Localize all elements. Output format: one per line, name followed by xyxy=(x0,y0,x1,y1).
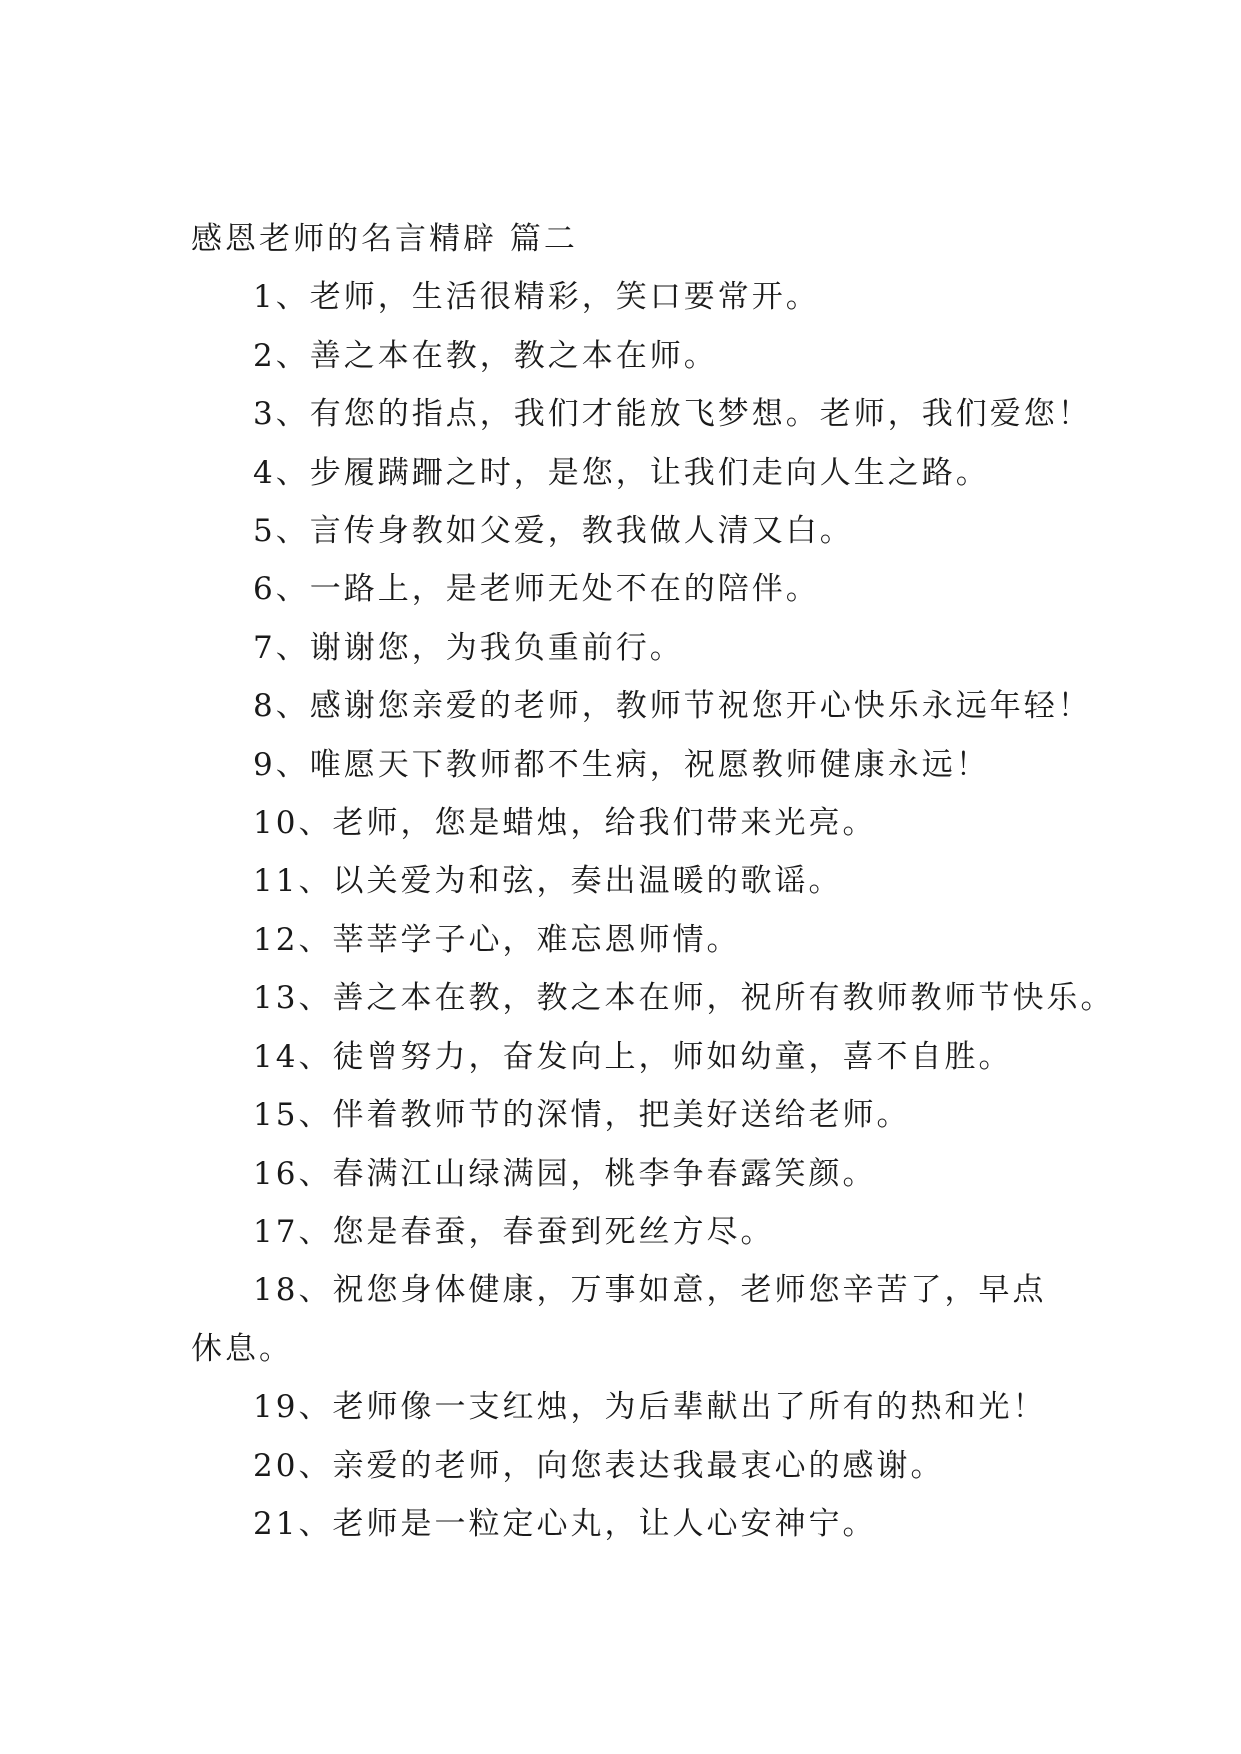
quote-item: 14、徒曾努力，奋发向上，师如幼童，喜不自胜。 xyxy=(253,1038,1013,1075)
quote-item: 20、亲爱的老师，向您表达我最衷心的感谢。 xyxy=(253,1447,945,1484)
quote-item: 4、步履蹒跚之时，是您，让我们走向人生之路。 xyxy=(253,454,990,491)
quote-item: 21、老师是一粒定心丸，让人心安神宁。 xyxy=(253,1505,877,1542)
quote-item: 12、莘莘学子心，难忘恩师情。 xyxy=(253,921,741,958)
quote-item: 1、老师，生活很精彩，笑口要常开。 xyxy=(253,279,820,316)
quote-item: 15、伴着教师节的深情，把美好送给老师。 xyxy=(253,1097,911,1134)
quote-item: 16、春满江山绿满园，桃李争春露笑颜。 xyxy=(253,1155,877,1192)
quote-item: 19、老师像一支红烛，为后辈献出了所有的热和光！ xyxy=(253,1389,1047,1426)
document-body xyxy=(191,210,1115,1553)
quote-item: 13、善之本在教，教之本在师，祝所有教师教师节快乐。 xyxy=(253,980,1115,1017)
quote-item: 11、以关爱为和弦，奏出温暖的歌谣。 xyxy=(253,863,843,900)
quote-item: 6、一路上，是老师无处不在的陪伴。 xyxy=(253,571,820,608)
quote-item: 3、有您的指点，我们才能放飞梦想。老师，我们爱您！ xyxy=(253,396,1092,433)
quote-item: 9、唯愿天下教师都不生病，祝愿教师健康永远！ xyxy=(253,746,990,783)
document-title: 感恩老师的名言精辟 篇二 xyxy=(191,221,578,257)
quote-item: 18、祝您身体健康，万事如意，老师您辛苦了，早点休息。 xyxy=(191,1272,1047,1367)
quote-item: 8、感谢您亲爱的老师，教师节祝您开心快乐永远年轻！ xyxy=(253,688,1092,725)
quote-item: 10、老师，您是蜡烛，给我们带来光亮。 xyxy=(253,805,877,842)
quote-item: 7、谢谢您，为我负重前行。 xyxy=(253,629,684,666)
quote-item: 5、言传身教如父爱，教我做人清又白。 xyxy=(253,513,854,550)
quote-list xyxy=(191,268,1115,1553)
quote-item: 17、您是春蚕，春蚕到死丝方尽。 xyxy=(253,1213,775,1250)
quote-item: 2、善之本在教，教之本在师。 xyxy=(253,337,718,374)
